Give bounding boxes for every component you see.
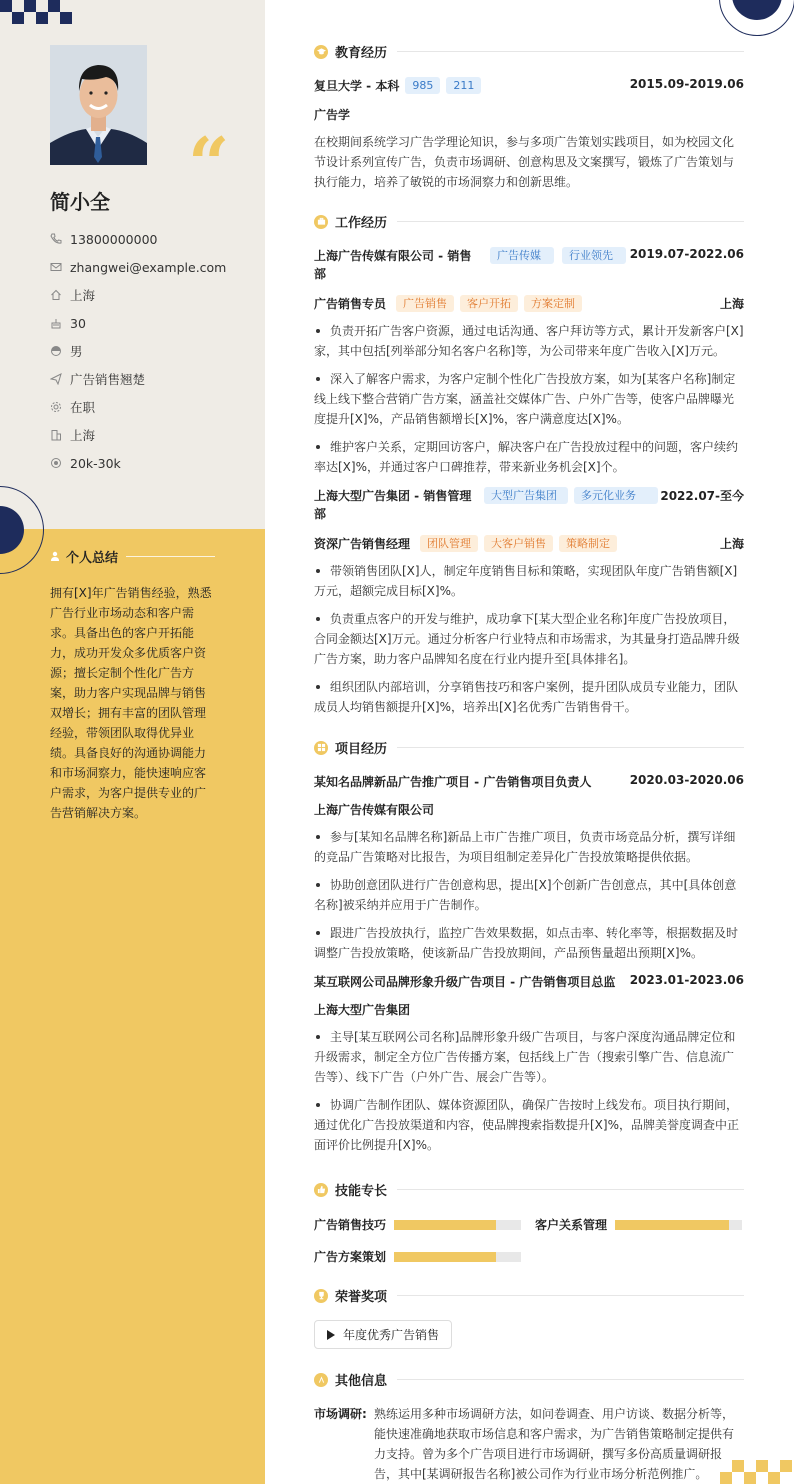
divider [397,1189,744,1190]
list-item: 维护客户关系，定期回访客户，解决客户在广告投放过程中的问题，客户续约率达[X]%，并通过客户口碑推荐，带来新业务机会[X]个。 [314,440,739,474]
cake-icon [50,317,62,329]
job-bullets [314,561,744,725]
section-title: 工作经历 [335,216,388,231]
list-item: 带领销售团队[X]人，制定年度销售目标和策略，实现团队年度广告销售额[X]万元，超额完成目标[X]%。 [314,564,738,598]
status-text: 在职 [70,400,96,415]
city: 上海 [719,297,744,311]
project-name: 某互联网公司品牌形象升级广告项目 - 广告销售项目总监 [314,975,616,989]
city-row [50,421,226,449]
status-row [50,393,226,421]
skill-bar-fill [615,1220,729,1230]
project-header [314,773,744,790]
awards-heading [314,1286,744,1305]
skill-name: 客户关系管理 [535,1218,608,1232]
sidebar [0,0,265,1484]
project-name: 某知名品牌新品广告推广项目 - 广告销售项目负责人 [314,775,592,789]
tag: 985 [405,77,440,94]
quote-icon: “ [188,121,230,206]
award-label: 年度优秀广告销售 [343,1328,440,1342]
list-item: 组织团队内部培训，分享销售技巧和客户案例，提升团队成员专业能力，团队成员人均销售额提升[X]%，培养出[X]名优秀广告销售骨干。 [314,680,739,714]
skills-heading [314,1180,744,1199]
list-item: 深入了解客户需求，为客户定制个性化广告投放方案，如为[某客户名称]制定线上线下整合营销广告方案，涵盖社交媒体广告、户外广告等，使客户品牌曝光度提升[X]%，产品销售额增长[X]%，客户满意度达[X]%。 [314,372,736,426]
summary-heading [50,547,215,566]
mail-icon [50,261,62,273]
job-header [314,487,744,523]
role: 广告销售专员 [314,297,387,311]
list-item: 参与[某知名品牌名称]新品上市广告推广项目，负责市场竞品分析，撰写详细的竞品广告策略对比报告，为项目组制定差异化广告投放策略提供依据。 [314,830,736,864]
send-icon [50,373,62,385]
job-bullets [314,321,744,485]
role-row [314,295,744,312]
target-text: 广告销售翘楚 [70,372,146,387]
play-icon [327,1330,335,1340]
section-title: 荣誉奖项 [335,1290,388,1305]
project-org: 上海广告传媒有限公司 [314,803,435,817]
contact-info [50,225,226,477]
role: 资深广告销售经理 [314,537,411,551]
major: 广告学 [314,108,351,122]
tag: 多元化业务 [574,487,658,504]
skill-bar-fill [394,1252,496,1262]
gender-icon [50,345,62,357]
grid-icon [314,741,328,755]
home-icon [50,289,62,301]
skill-name: 广告销售技巧 [314,1218,387,1232]
section-title: 其他信息 [335,1374,388,1389]
section-title: 技能专长 [335,1184,388,1199]
company: 上海大型广告集团 - 销售管理部 [314,489,472,521]
tag: 大型广告集团 [484,487,568,504]
location-text: 上海 [70,288,96,303]
divider [397,747,744,748]
age-text: 30 [70,315,86,331]
checker-pattern [0,0,76,24]
city: 上海 [719,537,744,551]
date: 2019.07-2022.06 [629,247,744,261]
list-item: 负责开拓广告客户资源，通过电话沟通、客户拜访等方式，累计开发新客户[X]家，其中包括[列举部分知名客户名称]等，为公司带来年度广告收入[X]万元。 [314,324,744,358]
location-row [50,281,226,309]
project-org: 上海大型广告集团 [314,1003,411,1017]
skill-tag: 大客户销售 [484,535,553,552]
skill-tag: 策略制定 [559,535,617,552]
tag: 广告传媒 [490,247,554,264]
trophy-icon [314,1289,328,1303]
date: 2020.03-2020.06 [629,773,744,787]
projects-heading [314,738,744,757]
date: 2015.09-2019.06 [629,77,744,91]
list-item: 主导[某互联网公司名称]品牌形象升级广告项目，与客户深度沟通品牌定位和升级需求，制定全方位广告传播方案，包括线上广告（搜索引擎广告、信息流广告等）、线下广告（户外广告、展会广告等）。 [314,1030,736,1084]
section-title: 教育经历 [335,46,388,61]
list-item: 协助创意团队进行广告创意构思，提出[X]个创新广告创意点，其中[具体创意名称]被采纳并应用于广告制作。 [314,878,737,912]
salary-row [50,449,226,477]
tag: 行业领先 [562,247,626,264]
skill-tag: 广告销售 [396,295,454,312]
building-icon [50,429,62,441]
skill-item [535,1216,742,1233]
email-text: zhangwei@example.com [70,259,227,275]
thumbs-up-icon [314,1183,328,1197]
job-header [314,247,744,283]
phone-row [50,225,226,253]
education-heading [314,42,744,61]
skill-tag: 客户开拓 [460,295,518,312]
skill-tag: 方案定制 [524,295,582,312]
other-heading [314,1370,744,1389]
other-value: 熟练运用多种市场调研方法，如问卷调查、用户访谈、数据分析等，能快速准确地获取市场信息和客户需求，为广告销售策略制定提供有力支持。曾为多个广告项目进行市场调研，撰写多份高质量调研报告，其中[某调研报告名称]被公司作为行业市场分析范例推广。 [374,1407,735,1481]
phone-icon [50,233,62,245]
skill-tag: 团队管理 [420,535,478,552]
project-bullets [314,827,744,971]
phone-text: 13800000000 [70,231,158,247]
info-icon [314,1373,328,1387]
education-desc: 在校期间系统学习广告学理论知识，参与多项广告策划实践项目，如为校园文化节设计系列宣传广告，负责市场调研、创意构思及文案撰写，锻炼了广告策划与执行能力，培养了敏锐的市场洞察力和创新思维。 [314,135,735,189]
education-row [314,77,744,94]
divider [126,556,215,557]
salary-text: 20k-30k [70,455,121,471]
person-icon [50,550,60,564]
email-row [50,253,226,281]
divider [397,221,744,222]
target-row [50,365,226,393]
age-row [50,309,226,337]
role-row [314,535,744,552]
divider [397,1295,744,1296]
briefcase-icon [314,215,328,229]
skill-item [314,1248,521,1265]
profile-name: 简小全 [50,190,110,214]
skill-bar [394,1220,521,1230]
gender-row [50,337,226,365]
skill-bar [615,1220,742,1230]
gender-text: 男 [70,344,83,359]
divider [397,51,744,52]
skill-bar-fill [394,1220,496,1230]
other-info [314,1404,744,1484]
section-title: 项目经历 [335,742,388,757]
skill-name: 广告方案策划 [314,1250,387,1264]
project-header [314,973,744,990]
skill-bar [394,1252,521,1262]
list-item: 负责重点客户的开发与维护，成功拿下[某大型企业名称]年度广告投放项目，合同金额达[X]万元。通过分析客户行业特点和市场需求，为其量身打造品牌升级广告方案，助力客户品牌知名度在行业内提升至[具体排名]。 [314,612,740,666]
date: 2023.01-2023.06 [629,973,744,987]
divider [397,1379,744,1380]
gear-icon [50,401,62,413]
summary-text: 拥有[X]年广告销售经验，熟悉广告行业市场动态和客户需求。具备出色的客户开拓能力，成功开发众多优质客户资源；擅长定制个性化广告方案，助力客户实现品牌与销售双增长；拥有丰富的团队管理经验，带领团队取得优异业绩。具备良好的沟通协调能力和市场洞察力，能快速响应客户需求，为客户提供专业的广告营销解决方案。 [50,586,212,820]
skill-item [314,1216,521,1233]
project-bullets [314,1027,744,1163]
coin-icon [50,457,62,469]
tag: 211 [446,77,481,94]
avatar [50,45,147,165]
education-icon [314,45,328,59]
other-key: 市场调研: [314,1407,367,1421]
summary-title: 个人总结 [66,551,119,566]
work-heading [314,212,744,231]
award-item [314,1320,452,1349]
city-text: 上海 [70,428,96,443]
list-item: 协调广告制作团队、媒体资源团队，确保广告按时上线发布。项目执行期间，通过优化广告投放渠道和内容，使品牌搜索指数提升[X]%，品牌美誉度调查中正面评价比例提升[X]%。 [314,1098,739,1152]
school-name: 复旦大学 - 本科 [314,79,400,93]
date: 2022.07-至今 [660,489,744,503]
list-item: 跟进广告投放执行，监控广告效果数据，如点击率、转化率等，根据数据及时调整广告投放策略，使该新品广告投放期间，产品预售量超出预期[X]%。 [314,926,739,960]
company: 上海广告传媒有限公司 - 销售部 [314,249,472,281]
